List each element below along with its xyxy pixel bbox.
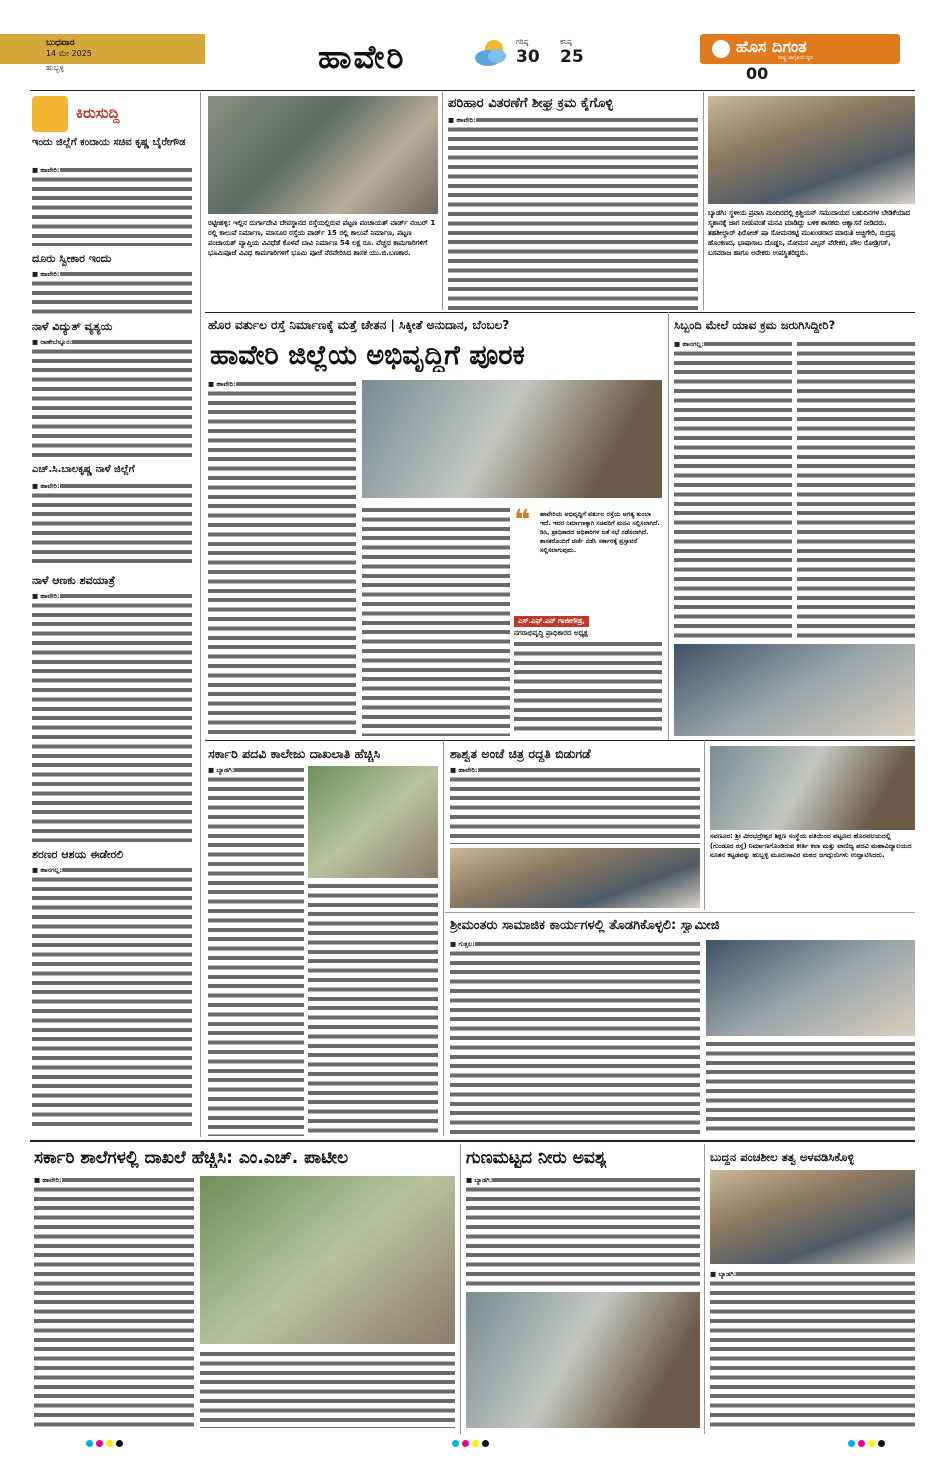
buddha-headline: ಬುದ್ಧನ ಪಂಚಶೀಲ ತತ್ವ ಅಳವಡಿಸಿಕೊಳ್ಳಿ — [710, 1150, 855, 1164]
sidebar-item-head: ನಾಳೆ ವಿದ್ಯುತ್ ವ್ಯತ್ಯಯ — [32, 320, 113, 333]
main-kicker: ಹೊರ ವರ್ತುಲ ರಸ್ತೆ ನಿರ್ಮಾಣಕ್ಕೆ ಮತ್ತೆ ಚೇತನ | ಸಿಕ್ಕೀತೆ ಅನುದಾನ, ಬೆಂಬಲ? — [208, 318, 510, 332]
col-divider — [460, 1144, 461, 1434]
school-body-col1 — [34, 1176, 194, 1428]
col-divider — [443, 740, 444, 1136]
registration-marks-right — [848, 1440, 898, 1450]
sidebar-item-head: ಶರಣರ ಆಶಯ ಈಡೇರಲಿ — [32, 848, 124, 861]
date-block — [10, 36, 200, 72]
quote-author-role: ನಗರಾಭಿವೃದ್ಧಿ ಪ್ರಾಧಿಕಾರದ ಅಧ್ಯಕ್ಷ — [514, 629, 588, 637]
buddha-body — [710, 1270, 915, 1428]
sidebar-divider — [200, 92, 201, 1137]
college-lead: ■ ಬ್ಯಾಡಗಿ: — [208, 766, 235, 774]
sidebar-item-head: ಇಂದು ಜಿಲ್ಲೆಗೆ ಕಂದಾಯ ಸಚಿವ ಕೃಷ್ಣ ಬೈರೇಗೌಡ — [32, 137, 186, 148]
staff-body-col2 — [797, 340, 915, 640]
water-body — [466, 1176, 700, 1286]
main-body-col3 — [514, 640, 662, 736]
savanur-caption: ಸವಣೂರ: ಶ್ರೀ ವೀರಭದ್ರೇಶ್ವರ ಶಿಕ್ಷಣ ಸಂಸ್ಥೆಯ ವತಿಯಿಂದ ಪಟ್ಟಣದ ಹೊರವಲಯದಲ್ಲಿ (ಗುಂಡೂರ ರಸ್ತೆ) ನಿರ್ಮಾಣಗೊಂಡಿರುವ ಕೀರ್ತಿ ಕಲಾ ಮತ್ತು ವಾಣಿಜ್ಯ ಪದವಿ ಮಹಾವಿದ್ಯಾಲಯದ ನೂತನ ಕಟ್ಟಡವನ್ನು ಹುಬ್ಬಳ್ಳಿ ಮೂರುಸಾವಿರ ಮಠದ ಜಗದ್ಗುರುಗಳು ಉದ್ಘಾಟಿಸಿದರು. — [710, 832, 912, 860]
col-divider — [704, 740, 705, 910]
swamiji-photo — [706, 940, 915, 1036]
water-headline: ಗುಣಮಟ್ಟದ ನೀರು ಅವಶ್ಯ — [466, 1148, 607, 1168]
college-photo — [308, 766, 438, 878]
registration-marks-left — [86, 1440, 136, 1450]
date-label: 14 ಮೇ 2025 — [46, 49, 92, 58]
bottom-rule — [30, 1140, 915, 1142]
weather-icon — [470, 36, 510, 70]
sidebar-item-head: ನಾಳೆ ಆಣಕು ಶವಯಾತ್ರೆ — [32, 574, 116, 587]
quote-box — [514, 503, 662, 606]
page-number: 00 — [746, 64, 769, 83]
main-lead: ■ ಹಾವೇರಿ: — [208, 380, 236, 388]
stamp-photo — [450, 848, 700, 908]
school-lead: ■ ಹಾವೇರಿ: — [34, 1176, 62, 1184]
day-label: ಬುಧವಾರ — [46, 38, 75, 48]
paper-nameplate — [700, 34, 900, 64]
byadgi-photo — [708, 96, 915, 204]
quote-author — [514, 608, 662, 636]
sidebar-item-body — [32, 166, 192, 246]
sidebar-item-body — [32, 592, 192, 842]
main-body-col2 — [362, 506, 510, 736]
place-label: ಹುಬ್ಬಳ್ಳಿ — [46, 63, 65, 72]
weather-min-label: ಕನಿಷ್ಠ — [560, 38, 572, 46]
finger-icon — [32, 96, 68, 132]
swamiji-photo-caption — [706, 1040, 915, 1136]
weather-min-value: 25 — [560, 47, 584, 67]
school-headline: ಸರ್ಕಾರಿ ಶಾಲೆಗಳಲ್ಲಿ ದಾಖಲೆ ಹೆಚ್ಚಿಸಿ: ಎಂ.ಎಚ್. ಪಾಟೀಲ — [34, 1148, 349, 1168]
sidebar-item-lead: ■ ಹಾವೇರಿ: — [32, 166, 60, 174]
water-photo — [466, 1292, 700, 1428]
sidebar-item-lead: ■ ಹಾವೇರಿ: — [32, 270, 60, 278]
sidebar-item-body — [32, 338, 192, 458]
sidebar-item-body — [32, 270, 192, 314]
sidebar-title: ಕಿರುಸುದ್ದಿ — [76, 104, 120, 122]
registration-marks-center — [452, 1440, 502, 1450]
weather-min — [560, 38, 598, 72]
school-photo — [200, 1176, 455, 1344]
swamiji-lead: ■ ಗುತ್ತಲ: — [450, 940, 475, 948]
col-divider — [442, 92, 443, 310]
sidebar-item-head: ಎಚ್.ಸಿ.ಬಾಲಕೃಷ್ಣ ನಾಳೆ ಜಿಲ್ಲೆಗೆ — [32, 464, 135, 475]
weather-max-label: ಗರಿಷ್ಠ — [516, 38, 529, 46]
college-body-col2 — [308, 882, 438, 1136]
row-rule — [205, 312, 915, 313]
ratteehalli-photo — [208, 96, 438, 214]
buddha-lead: ■ ಬ್ಯಾಡಗಿ: — [710, 1270, 737, 1278]
ratteehalli-caption: ರಟ್ಟೀಹಳ್ಳಿ: ಇಲ್ಲಿನ ದುರ್ಗಾದೇವಿ ದೇವಸ್ಥಾನದ ರಸ್ತೆಯಲ್ಲಿರುವ ಪಟ್ಟಣ ಪಂಚಾಯತ್ ವಾರ್ಡ್ ನಂಬರ್ 1 ರಲ್ಲಿ ಕಾಲುವೆ ನಿರ್ಮಾಣ, ಮಾಸೂರ ರಸ್ತೆಯ ವಾರ್ಡ್ 15 ರಲ್ಲಿ ಕಾಲುವೆ ನಿರ್ಮಾಣ, ಪಟ್ಟಣ ಪಂಚಾಯತ್ ವ್ಯಾಪ್ತಿಯ ವಿವಿಧೆಡೆ ಕೊಳವೆ ಬಾವಿ ನಿರ್ಮಾಣ 54 ಲಕ್ಷ ರೂ. ವೆಚ್ಚದ ಕಾಮಗಾರಿಗಳಿಗೆ ಭೂಮಿಪೂಜೆ ವಿವಿಧ ಕಾಮಗಾರಿಗಳಿಗೆ ಭೂಮಿ ಪೂಜೆ ನೆರವೇರಿಸಿದ ಶಾಸಕ ಯು.ಬಿ.ಬಣಕಾರ. — [208, 219, 436, 257]
staff-body-col1 — [674, 340, 792, 640]
college-body-col1 — [208, 766, 304, 1136]
col-divider — [703, 92, 704, 310]
row-rule — [445, 912, 915, 913]
sidebar — [30, 92, 195, 1132]
swamiji-body — [450, 940, 700, 1136]
staff-photo — [674, 644, 915, 736]
sidebar-item-lead: ■ ಹಾನಗಲ್ಲ: — [32, 866, 62, 874]
staff-headline: ಸಿಬ್ಬಂದಿ ಮೇಲೆ ಯಾವ ಕ್ರಮ ಜರುಗಿಸಿದ್ದೀರಿ? — [674, 318, 836, 332]
sidebar-item-lead: ■ ಹಾವೇರಿ: — [32, 592, 60, 600]
weather-max-value: 30 — [516, 47, 540, 67]
stamp-lead: ■ ಹಾವೇರಿ: — [450, 766, 478, 774]
sidebar-item-body — [32, 482, 192, 568]
masthead-rule — [30, 90, 915, 91]
savanur-photo — [710, 746, 915, 830]
quote-author-name: ಎಸ್.ಎಫ್.ಎನ್ ಗಾಜೀಗೌಡ್ರ, — [514, 616, 589, 627]
sidebar-item-head: ದೂರು ಸ್ವೀಕಾರ ಇಂದು — [32, 252, 112, 265]
paper-name: ಹೊಸ ದಿಗಂತ — [736, 37, 807, 56]
quote-text: ಹಾವೇರಿಯ ಅಭಿವೃದ್ಧಿಗೆ ವರ್ತುಲ ರಸ್ತೆಯ ಅಗತ್ಯ ತುಂಬಾ ಇದೆ. ಇದರ ನಿರ್ಮಾಣಕ್ಕಾಗಿ ಸಚಿವರಿಗೆ ಮನವಿ ಸಲ್ಲಿಸಲಾಗಿದೆ. ಡಿಸಿ, ಪ್ರಾಧಿಕಾರದ ಅಧಿಕಾರಿಗಳ ಜತೆ ಸಭೆ ನಡೆಸಲಾಗಿದೆ. ಶಾಸಕರೊಂದಿಗೆ ಚರ್ಚೆ ನಡೆಸಿ ಸರ್ಕಾರಕ್ಕೆ ಪ್ರಸ್ತಾವನೆ ಸಲ್ಲಿಸಲಾಗುವುದು. — [540, 511, 660, 554]
sidebar-item-lead: ■ ಹಾವೇರಿ: — [32, 482, 60, 490]
stamp-body — [450, 766, 700, 844]
school-body-col2 — [200, 1350, 455, 1428]
compensation-body — [448, 116, 698, 310]
college-headline: ಸರ್ಕಾರಿ ಪದವಿ ಕಾಲೇಜು ದಾಖಲಾತಿ ಹೆಚ್ಚಿಸಿ — [208, 746, 381, 761]
staff-lead: ■ ಹಾನಗಲ್ಲ: — [674, 340, 704, 348]
meeting-photo — [362, 380, 662, 498]
compensation-headline: ಪರಿಹಾರ ವಿತರಣೆಗೆ ಶೀಘ್ರ ಕ್ರಮ ಕೈಗೊಳ್ಳಿ — [448, 96, 614, 111]
col-divider — [704, 1144, 705, 1434]
edition-title: ಹಾವೇರಿ — [318, 38, 406, 76]
weather-max — [516, 38, 554, 72]
sidebar-item-body — [32, 866, 192, 1128]
quote-mark-icon: ❝ — [514, 503, 531, 536]
byadgi-caption: ಬ್ಯಾಡಗಿ: ಸ್ಥಳೀಯ ಪ್ರವಾಸಿ ಮಂದಿರದಲ್ಲಿ ಕ್ರಿಶ್ಚಿಯನ್ ಸಮುದಾಯದ ಬಹುದಿನಗಳ ಬೇಡಿಕೆಯಾದ ಸ್ಮಶಾನಕ್ಕೆ ಜಾಗ ನೀಡುವಂತೆ ಮನವಿ ಮಾಡಿದ್ದು ಬಳಿಕ ಶಾಸಕರು ಆಶ್ವಾಸನೆ ನೀಡಿದರು. ತಹಶೀಲ್ದಾರ್ ಫಿರೋಜ್ ಷಾ ಸೋಮನಕಟ್ಟಿ ಮುಖಂಡರಾದ ಮಾರುತಿ ಅಚ್ಚಿಗೇರಿ, ರುದ್ರಪ್ಪ ಹೊಂಕಣದ, ಭಾಷಾಸಾಬ ದೊಡ್ಡನಿ, ನೋಮನ ವಿಲ್ಸನ್ ವೆರೇಕರ, ಪೌಲ ರೋಡ್ರಿಗಸ್, ಬಸವರಾಜ ಹಾಗೂ ಅನೇಕರು ಉಪಸ್ಥಿತರಿದ್ದರು. — [708, 209, 910, 257]
sidebar-title-badge — [32, 96, 152, 132]
sidebar-item-lead: ■ ರಾಣೇಬೆನ್ನೂರ: — [32, 338, 73, 346]
compensation-lead: ■ ಹಾವೇರಿ: — [448, 116, 476, 124]
buddha-photo — [710, 1170, 915, 1264]
main-body-col1 — [208, 380, 356, 736]
main-headline: ಹಾವೇರಿ ಜಿಲ್ಲೆಯ ಅಭಿವೃದ್ಧಿಗೆ ಪೂರಕ — [210, 340, 525, 371]
stamp-headline: ಶಾಶ್ವತ ಅಂಚೆ ಚಿತ್ರ ರದ್ಧತಿ ಬಿಡುಗಡೆ — [450, 746, 591, 761]
paper-logo-icon — [712, 40, 730, 58]
row-rule — [205, 740, 915, 741]
paper-tagline: ರಾಷ್ಟ್ರ ಜಾಗೃತಿಯ ಧ್ವನಿ — [778, 55, 814, 61]
col-divider — [668, 312, 669, 740]
swamiji-headline: ಶ್ರೀಮಂತರು ಸಾಮಾಜಿಕ ಕಾರ್ಯಗಳಲ್ಲಿ ತೊಡಗಿಕೊಳ್ಳಲಿ: ಸ್ವಾಮೀಜಿ — [450, 918, 720, 933]
water-lead: ■ ಬ್ಯಾಡಗಿ: — [466, 1176, 493, 1184]
